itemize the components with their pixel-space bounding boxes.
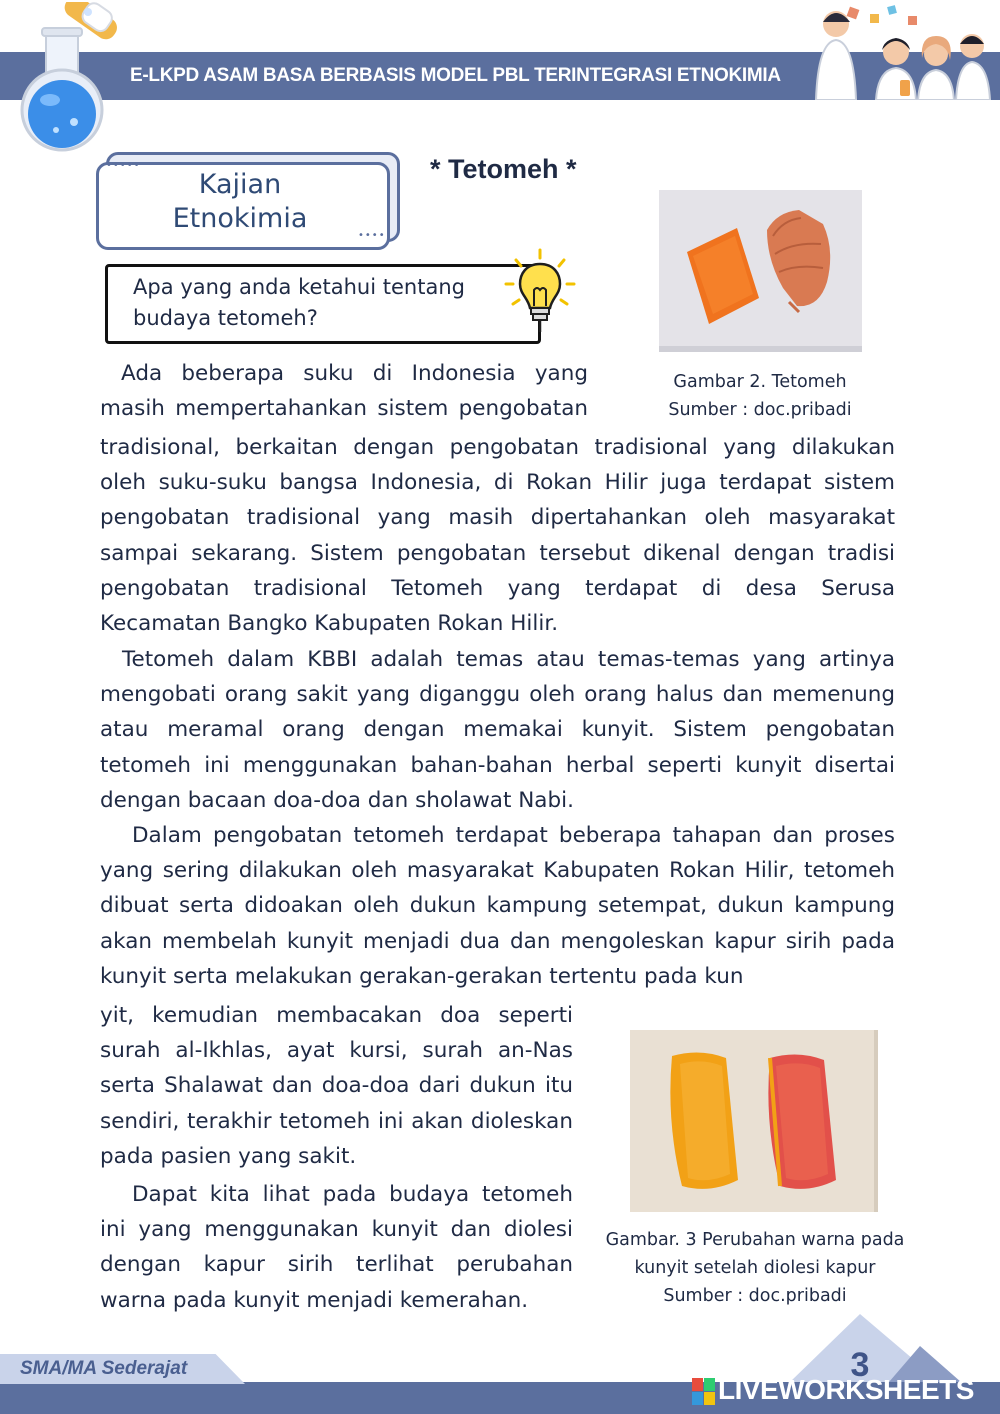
badge-dots-decoration: ••••• <box>106 160 141 171</box>
paragraph-1-line-1: Ada beberapa suku di Indonesia yang <box>121 361 588 386</box>
section-badge-title <box>100 168 380 236</box>
liveworksheets-watermark: LIVEWORKSHEETS <box>718 1374 974 1405</box>
badge-line-1: Kajian <box>198 169 282 200</box>
paragraph-3-full-width: Dalam pengobatan tetomeh terdapat beberapa tahapan dan proses yang sering dilakukan oleh masyarakat Kabupaten Rokan Hilir, tetomeh dibuat serta didoakan oleh dukun kampung setempat, dukun kampung akan membelah kunyit menjadi dua dan mengoleskan kapur sirih pada kunyit serta melakukan gerakan-gerakan tertentu pada kun <box>100 823 895 989</box>
tetomeh-photo <box>659 190 862 352</box>
topic-title: * Tetomeh * <box>430 154 577 184</box>
figure-2-caption <box>640 368 880 424</box>
caption-line: Gambar. 3 Perubahan warna pada <box>605 1230 905 1250</box>
question-text: Apa yang anda ketahui tentang budaya tetomeh? <box>133 275 465 330</box>
liveworksheets-logo-icon <box>692 1378 716 1406</box>
paragraph-2: Tetomeh dalam KBBI adalah temas atau temas-temas yang artinya mengobati orang sakit yang diganggu oleh orang halus dan memenung atau meramal orang dengan memakai kunyit. Sistem pengobatan tetomeh ini menggunakan bahan-bahan herbal seperti kunyit disertai dengan bacaan doa-doa dan sholawat Nabi. <box>100 647 895 813</box>
badge-line-2: Etnokimia <box>172 203 308 234</box>
paragraph-3-narrow: yit, kemudian membacakan doa seperti surah al-Ikhlas, ayat kursi, surah an-Nas serta Shalawat dan doa-doa dari dukun itu sendiri, terakhir tetomeh ini akan dioleskan pada pasien yang sakit. <box>100 1003 573 1169</box>
header-title: E-LKPD ASAM BASA BERBASIS MODEL PBL TERINTEGRASI ETNOKIMIA <box>130 65 781 86</box>
caption-source: Sumber : doc.pribadi <box>668 400 852 420</box>
caption-source: Sumber : doc.pribadi <box>663 1286 847 1306</box>
caption-line: kunyit setelah diolesi kapur <box>634 1258 876 1278</box>
turmeric-color-change-photo <box>630 1030 878 1212</box>
caption-line: Gambar 2. Tetomeh <box>673 372 847 392</box>
badge-dots-decoration: ••••• <box>358 230 393 241</box>
paragraph-4: Dapat kita lihat pada budaya tetomeh ini yang menggunakan kunyit dan diolesi dengan kapur sirih terlihat perubahan warna pada kunyit menjadi kemerahan. <box>100 1182 573 1313</box>
figure-3-caption <box>595 1226 915 1310</box>
page-number: 3 <box>850 1346 870 1384</box>
footer-level-label: SMA/MA Sederajat <box>20 1358 188 1379</box>
flask-illustration <box>10 2 135 152</box>
paragraph-1-line-2: masih mempertahankan sistem pengobatan <box>100 396 588 421</box>
scientists-illustration <box>808 2 993 100</box>
lightbulb-icon <box>502 246 578 334</box>
paragraph-1-body: tradisional, berkaitan dengan pengobatan tradisional yang dilakukan oleh suku-suku bangsa Indonesia, di Rokan Hilir juga terdapat sistem pengobatan tradisional yang masih dipertahankan oleh masyarakat sampai sekarang. Sistem pengobatan tersebut dikenal dengan tradisi pengobatan tradisional Tetomeh yang terdapat di desa Serusa Kecamatan Bangko Kabupaten Rokan Hilir. <box>100 435 895 637</box>
